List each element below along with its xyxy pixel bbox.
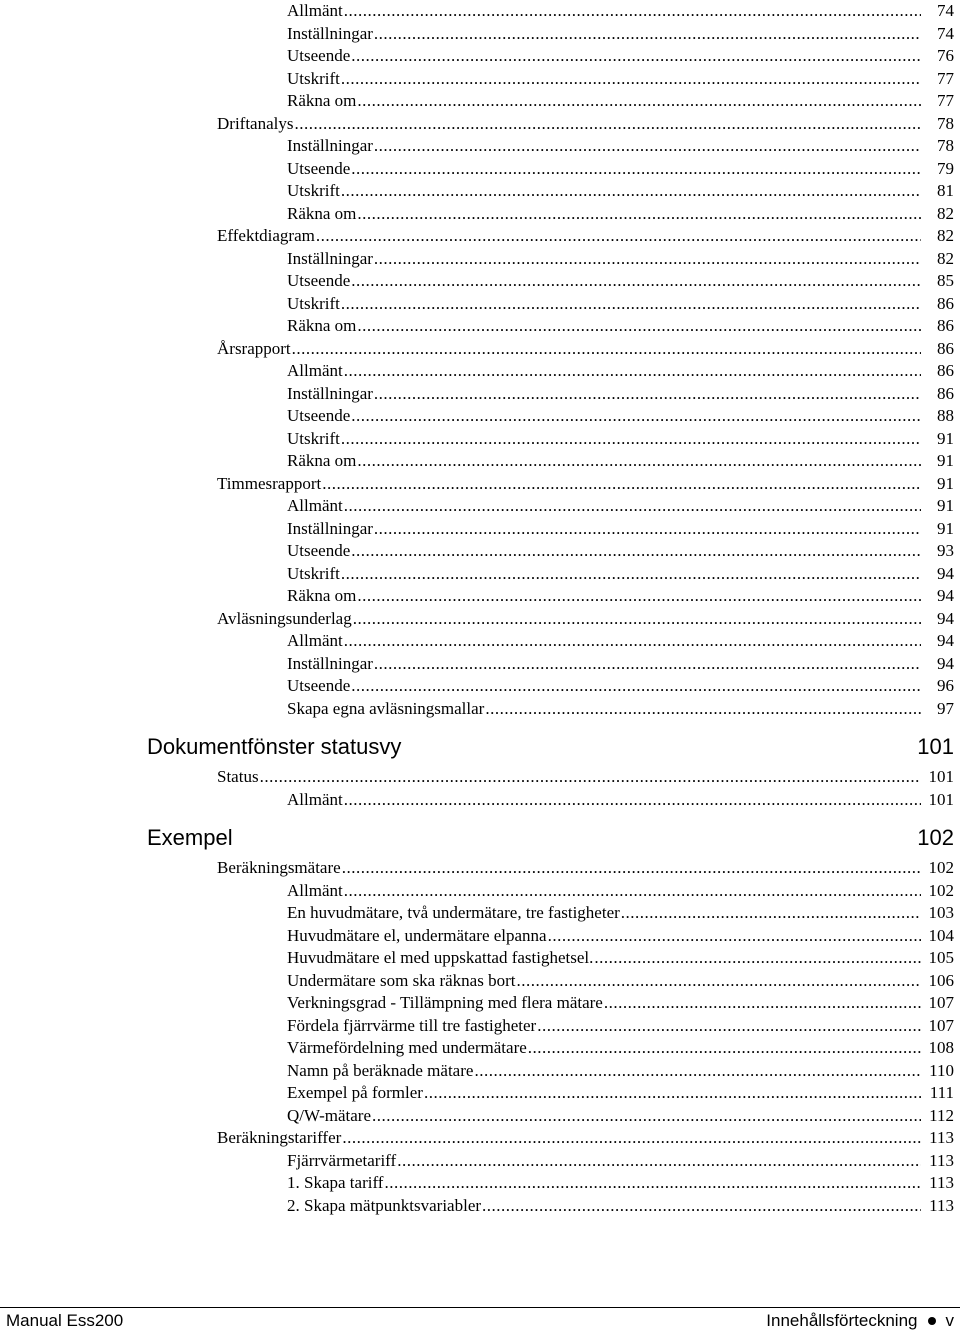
toc-leader-dots [351,540,921,563]
toc-entry[interactable] [0,315,960,338]
toc-leader-dots [374,518,921,541]
toc-entry[interactable] [0,293,960,316]
toc-leader-dots [548,925,921,948]
bullet-icon [928,1317,936,1325]
toc-leader-dots [374,23,921,46]
toc-entry-page: 74 [937,23,954,43]
toc-entry[interactable] [0,23,960,46]
section-page: 101 [917,734,954,759]
toc-entry[interactable] [0,608,960,631]
toc-leader-dots [384,1172,921,1195]
toc-entry[interactable] [0,203,960,226]
toc-entry-page: 108 [928,1038,954,1057]
toc-leader-dots [357,315,921,338]
toc-entry[interactable] [0,698,960,721]
toc-entry[interactable] [0,585,960,608]
toc-entry-page: 111 [929,1083,954,1102]
section-heading-exempel [0,822,960,854]
toc-entry[interactable] [0,495,960,518]
toc-entry-label: Utskrift [287,181,340,200]
toc-entry-page: 96 [937,676,954,695]
toc-leader-dots [621,902,921,925]
toc-entry-page: 86 [937,293,954,313]
toc-leader-dots [344,630,921,653]
toc-entry-label: Utseende [287,406,351,425]
toc-entry[interactable] [0,902,960,925]
toc-entry-label: Årsrapport [217,338,291,358]
toc-entry-page: 85 [937,271,954,290]
toc-entry-label: Fördela fjärrvärme till tre fastigheter [287,1015,537,1035]
toc-entry-page: 112 [929,1105,954,1125]
toc-entry-label: Utseende [287,541,351,560]
toc-entry[interactable] [0,925,960,948]
toc-entry[interactable] [0,0,960,23]
toc-entry-page: 94 [937,653,954,673]
toc-entry-page: 94 [937,631,954,650]
toc-entry-label: Allmänt [287,361,343,380]
toc-leader-dots [342,857,921,880]
toc-entry-label: Räkna om [287,586,357,605]
toc-entry-page: 104 [928,925,954,945]
toc-leader-dots [260,766,921,789]
toc-entry-label: Huvudmätare el, undermätare elpanna [287,925,547,945]
toc-entry[interactable] [0,225,960,248]
toc-entry-label: Utskrift [287,293,340,313]
toc-entry-label: Exempel på formler [287,1083,423,1102]
toc-leader-dots [374,653,921,676]
toc-leader-dots [341,293,921,316]
toc-leader-dots [357,450,921,473]
toc-exempel-block [0,857,960,1217]
toc-entry-label: Inställningar [287,136,373,155]
toc-entry-page: 78 [937,136,954,155]
footer-chapter-title: Innehållsförteckning [766,1311,918,1330]
footer-right [766,1311,954,1331]
toc-entry-label: Allmänt [287,496,343,515]
toc-entry-page: 77 [937,68,954,88]
toc-entry[interactable] [0,947,960,970]
toc-leader-dots [482,1195,921,1218]
toc-entry-page: 91 [937,451,954,470]
toc-entry-page: 86 [937,383,954,403]
toc-entry[interactable] [0,789,960,812]
section-title: Dokumentfönster statusvy [147,734,402,759]
toc-entry-label: Utskrift [287,68,340,88]
toc-entry[interactable] [0,1195,960,1218]
toc-entry-page: 86 [937,338,954,358]
toc-entry-page: 102 [928,858,954,877]
toc-entry-label: Allmänt [287,880,343,900]
toc-entry-label: Fjärrvärmetariff [287,1150,397,1170]
toc-entry-page: 86 [937,361,954,380]
page-footer [6,1311,954,1331]
toc-entry-page: 76 [937,46,954,65]
toc-entry-label: Beräkningsmätare [217,858,341,877]
toc-entry-label: Avläsningsunderlag [217,608,352,628]
footer-page-numeral: v [945,1311,954,1330]
toc-entry-label: Allmänt [287,789,343,809]
toc-entry-page: 74 [937,1,954,20]
toc-leader-dots [292,338,921,361]
toc-leader-dots [537,1015,921,1038]
toc-leader-dots [341,428,921,451]
toc-entry[interactable] [0,338,960,361]
toc-entry[interactable] [0,113,960,136]
toc-leader-dots [344,495,921,518]
toc-leader-dots [342,1127,921,1150]
toc-entry[interactable] [0,1150,960,1173]
toc-leader-dots [594,947,921,970]
toc-entry[interactable] [0,1127,960,1150]
toc-entry-label: Timmesrapport [217,473,322,493]
toc-entry-label: 1. Skapa tariff [287,1173,384,1192]
toc-entry-label: Utseende [287,676,351,695]
toc-entry[interactable] [0,270,960,293]
toc-entry-page: 101 [928,789,954,809]
toc-entry[interactable] [0,1060,960,1083]
toc-entry-page: 106 [928,970,954,990]
toc-entry-label: Utseende [287,271,351,290]
toc-entry-label: 2. Skapa mätpunktsvariabler [287,1195,482,1215]
toc-leader-dots [351,158,921,181]
toc-entry-page: 79 [937,158,954,178]
toc-entry-label: Utskrift [287,428,340,448]
toc-entry-page: 88 [937,406,954,425]
toc-entry-label: Räkna om [287,451,357,470]
toc-leader-dots [316,225,921,248]
toc-entry-label: Inställningar [287,248,373,268]
toc-entry-label: Inställningar [287,23,373,43]
toc-entry-page: 102 [928,880,954,900]
toc-leader-dots [516,970,921,993]
toc-leader-dots [322,473,921,496]
toc-entry-page: 82 [937,226,954,245]
toc-entry[interactable] [0,450,960,473]
toc-entry[interactable] [0,135,960,158]
toc-leader-dots [357,90,921,113]
toc-entry-page: 78 [937,113,954,133]
toc-leader-dots [351,405,921,428]
toc-entry-page: 91 [937,496,954,515]
toc-leader-dots [353,608,921,631]
toc-leader-dots [372,1105,921,1128]
section-title: Exempel [147,825,233,850]
toc-entry[interactable] [0,518,960,541]
toc-leader-dots [351,270,921,293]
toc-leader-dots [344,789,921,812]
toc-entry[interactable] [0,180,960,203]
toc-entry[interactable] [0,1105,960,1128]
toc-entry-page: 113 [929,1150,954,1170]
toc-leader-dots [294,113,921,136]
toc-entry[interactable] [0,970,960,993]
toc-entry-label: Undermätare som ska räknas bort [287,970,516,990]
toc-leader-dots [374,135,921,158]
toc-entry-label: Inställningar [287,383,373,403]
footer-manual-title: Manual Ess200 [6,1311,124,1330]
toc-entry-page: 101 [928,767,954,786]
toc-leader-dots [485,698,921,721]
toc-entry-page: 113 [929,1173,954,1192]
toc-leader-dots [528,1037,921,1060]
toc-leader-dots [604,992,921,1015]
toc-entry[interactable] [0,540,960,563]
toc-entry-page: 86 [937,316,954,335]
toc-entry-page: 93 [937,541,954,560]
toc-entry-page: 103 [928,903,954,922]
toc-entry-label: Inställningar [287,518,373,538]
section-page: 102 [917,825,954,850]
toc-entry[interactable] [0,90,960,113]
toc-entry[interactable] [0,675,960,698]
toc-entry[interactable] [0,360,960,383]
toc-entry-page: 107 [928,993,954,1012]
toc-entry-label: Inställningar [287,653,373,673]
toc-leader-dots [351,45,921,68]
toc-entry-label: Status [217,767,259,786]
toc-entry[interactable] [0,1172,960,1195]
toc-entry-label: Värmefördelning med undermätare [287,1038,527,1057]
toc-entry-page: 94 [937,563,954,583]
toc-entry-label: Räkna om [287,91,357,110]
toc-entry-page: 77 [937,91,954,110]
toc-leader-dots [357,585,921,608]
toc-entry[interactable] [0,68,960,91]
toc-leader-dots [341,68,921,91]
toc-entry-page: 94 [937,608,954,628]
toc-entry[interactable] [0,1015,960,1038]
toc-leader-dots [341,563,921,586]
toc-leader-dots [344,360,921,383]
footer-divider [0,1307,960,1308]
toc-entry[interactable] [0,383,960,406]
toc-entry-label: Allmänt [287,1,343,20]
toc-entry-page: 91 [937,518,954,538]
toc-entry-label: Q/W-mätare [287,1105,372,1125]
toc-leader-dots [357,203,921,226]
toc-entry-label: Allmänt [287,631,343,650]
toc-leader-dots [374,383,921,406]
toc-entry[interactable] [0,1082,960,1105]
toc-entry[interactable] [0,45,960,68]
toc-entry-page: 113 [929,1128,954,1147]
toc-entry[interactable] [0,880,960,903]
toc-leader-dots [344,0,921,23]
toc-entry-page: 110 [929,1060,954,1080]
toc-entry[interactable] [0,428,960,451]
toc-leader-dots [397,1150,921,1173]
toc-entry-page: 82 [937,203,954,223]
toc-entry-label: Utseende [287,158,351,178]
toc-entry[interactable] [0,992,960,1015]
toc-entry-page: 91 [937,428,954,448]
toc-leader-dots [341,180,921,203]
toc-entry-page: 97 [937,698,954,718]
toc-leader-dots [351,675,921,698]
toc-entry-page: 105 [928,948,954,967]
toc-entry[interactable] [0,405,960,428]
toc-entry[interactable] [0,630,960,653]
toc-entry-page: 81 [937,181,954,200]
toc-entry[interactable] [0,653,960,676]
toc-entry-label: Utseende [287,46,351,65]
section-heading-status [0,731,960,763]
toc-entry-label: Verkningsgrad - Tillämpning med flera mätare [287,993,603,1012]
toc-entry-label: Huvudmätare el med uppskattad fastighetsel. [287,948,594,967]
toc-status-block [0,766,960,811]
toc-entry[interactable] [0,248,960,271]
toc-entry[interactable] [0,857,960,880]
toc-entry-label: Driftanalys [217,113,294,133]
toc-entry[interactable] [0,1037,960,1060]
toc-leader-dots [474,1060,921,1083]
toc-entry-label: Skapa egna avläsningsmallar [287,698,485,718]
toc-entry-label: Beräkningstariffer [217,1128,342,1147]
toc-entry-label: Namn på beräknade mätare [287,1060,474,1080]
toc-entry[interactable] [0,563,960,586]
toc-entry-label: En huvudmätare, två undermätare, tre fastigheter [287,903,620,922]
toc-leader-dots [374,248,921,271]
toc-entry-label: Räkna om [287,203,357,223]
toc-entry-label: Utskrift [287,563,340,583]
toc-entry-page: 94 [937,586,954,605]
toc-leader-dots [424,1082,921,1105]
toc-entry-page: 107 [928,1015,954,1035]
toc-entry-page: 82 [937,248,954,268]
toc-entry-page: 113 [929,1195,954,1215]
toc-entry-label: Effektdiagram [217,226,315,245]
toc-entry-page: 91 [937,473,954,493]
toc-entry[interactable] [0,158,960,181]
toc-entry[interactable] [0,473,960,496]
toc-leader-dots [344,880,921,903]
toc-entry[interactable] [0,766,960,789]
toc-entry-label: Räkna om [287,316,357,335]
